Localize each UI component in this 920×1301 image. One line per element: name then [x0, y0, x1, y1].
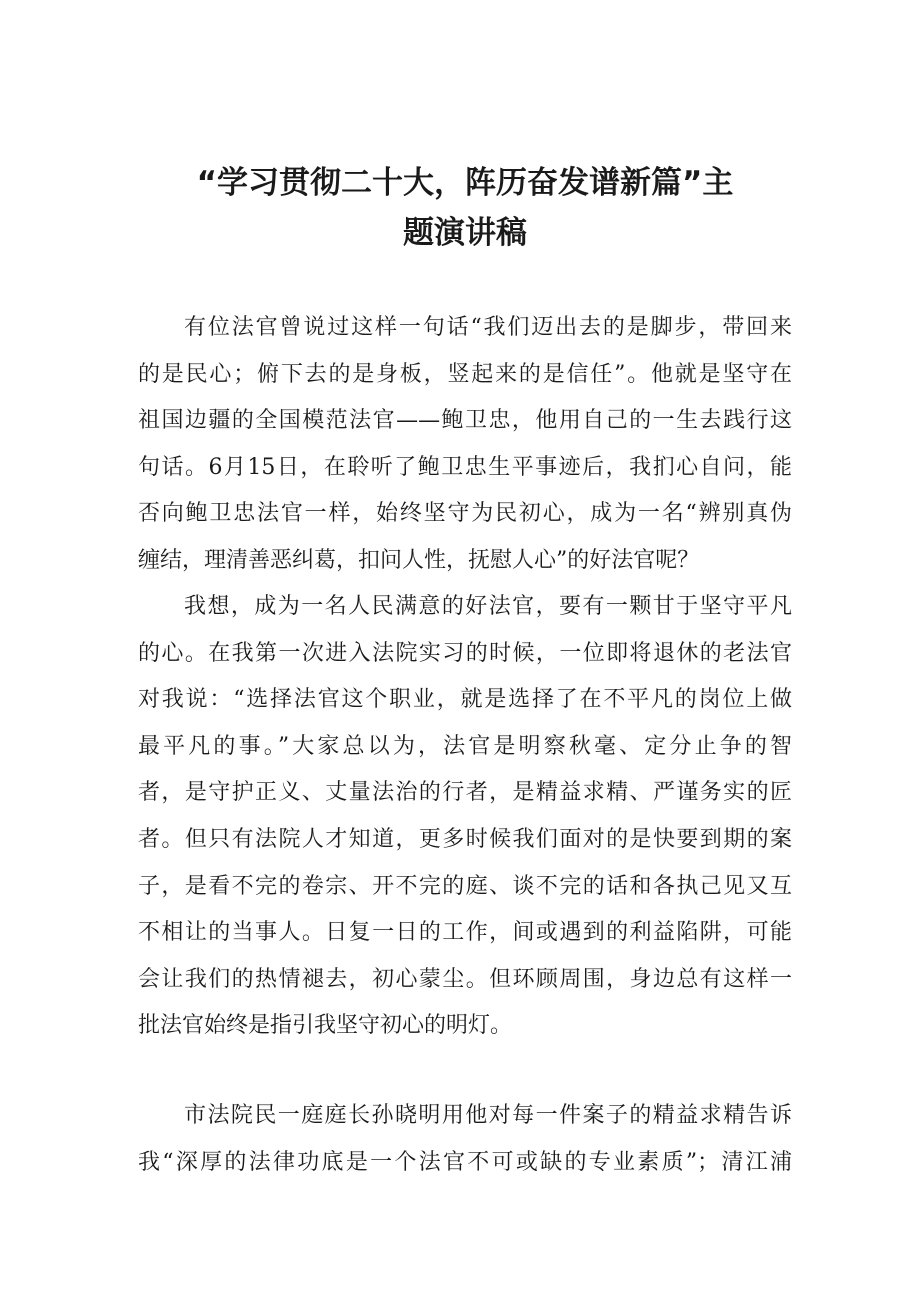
paragraph-line: 句话。6月15日，在聆听了鲍卫忠生平事迹后，我扪心自问，能 — [138, 454, 792, 480]
paragraph-line: 否向鲍卫忠法官一样，始终坚守为民初心，成为一名“辨别真伪 — [138, 501, 792, 527]
paragraph-line: 对我说：“选择法官这个职业，就是选择了在不平凡的岗位上做 — [138, 687, 792, 713]
paragraph-line: 市法院民一庭庭长孙晓明用他对每一件案子的精益求精告诉 — [184, 1103, 792, 1128]
paragraph-line: 不相让的当事人。日复一日的工作，间或遇到的利益陷阱，可能 — [138, 920, 792, 946]
paragraph-line: 祖国边疆的全国模范法官——鲍卫忠，他用自己的一生去践行这 — [138, 408, 792, 434]
paragraph-line: 的是民心；俯下去的是身板，竖起来的是信任”。他就是坚守在 — [138, 361, 792, 387]
title-line-1: “学习贯彻二十大，阵历奋发谱新篇”主 — [196, 165, 734, 201]
paragraph-2 — [138, 584, 792, 1050]
paragraph-line: 的心。在我第一次进入法院实习的时候，一位即将退休的老法官 — [138, 640, 792, 666]
paragraph-line: 会让我们的热情褪去，初心蒙尘。但环顾周围，身边总有这样一 — [138, 966, 792, 992]
paragraph-line: 有位法官曾说过这样一句话“我们迈出去的是脚步，带回来 — [184, 315, 792, 340]
paragraph-line: 者，是守护正义、丈量法治的行者，是精益求精、严谨务实的匠 — [138, 780, 792, 806]
paragraph-line: 者。但只有法院人才知道，更多时候我们面对的是快要到期的案 — [138, 826, 792, 852]
paragraph-line: 子，是看不完的卷宗、开不完的庭、谈不完的话和各执己见又互 — [138, 873, 792, 899]
paragraph-line: 我想，成为一名人民满意的好法官，要有一颗甘于坚守平凡 — [184, 594, 792, 619]
paragraph-1 — [138, 305, 792, 585]
paragraph-line: 缠结，理清善恶纠葛，扣问人性，抚慰人心”的好法官呢？ — [138, 547, 700, 573]
paragraph-3 — [138, 1093, 792, 1186]
paragraph-line: 我“深厚的法律功底是一个法官不可或缺的专业素质”；清江浦 — [138, 1149, 792, 1175]
paragraph-line: 最平凡的事。”大家总以为，法官是明察秋毫、定分止争的智 — [138, 733, 792, 759]
document-title — [138, 158, 792, 258]
paragraph-line: 批法官始终是指引我坚守初心的明灯。 — [138, 1013, 513, 1039]
title-line-2: 题演讲稿 — [403, 215, 527, 251]
